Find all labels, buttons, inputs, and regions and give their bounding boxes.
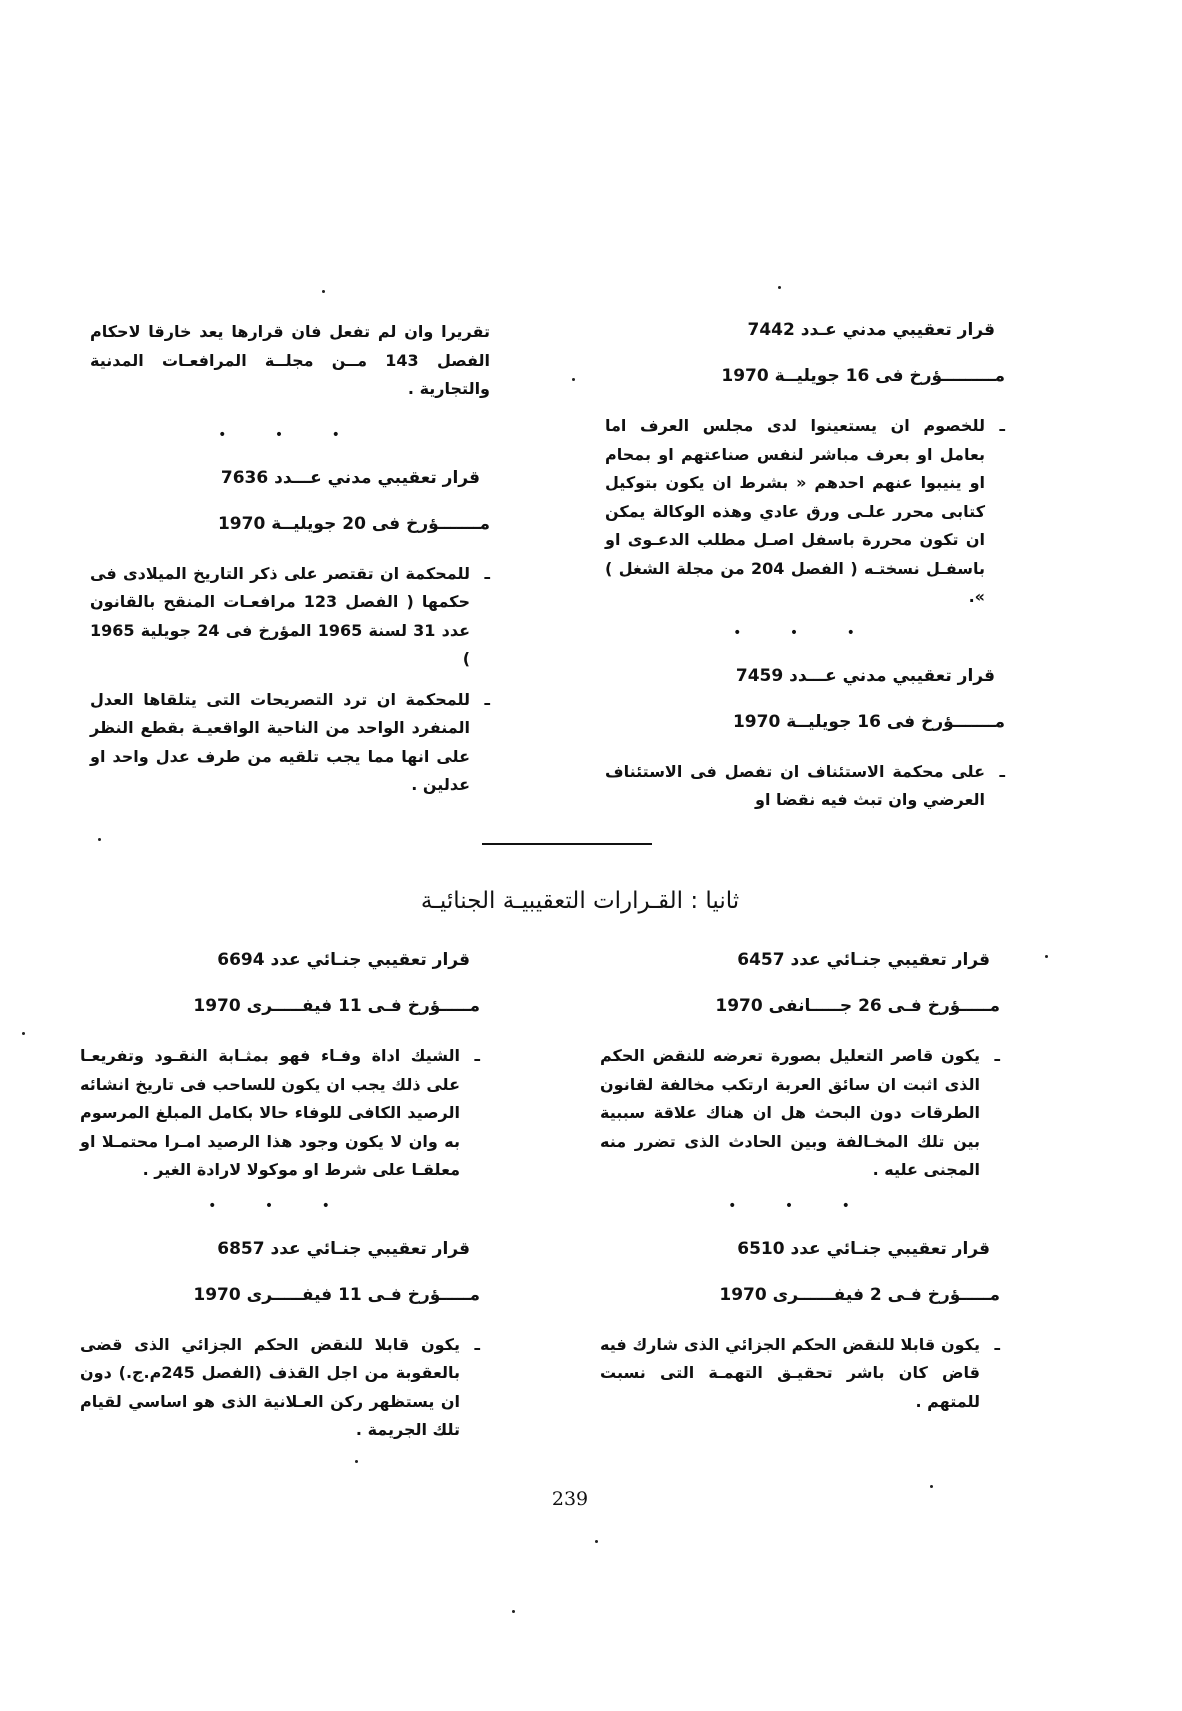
page-number: 239 [551,1488,589,1510]
ruling-text: للمحكمة ان تقتصر على ذكر التاريخ الميلادى فى حكمها ( الفصل 123 مرافعـات المنقح بالقانون عدد 31 لسنة 1965 المؤرخ فى 24 جويلية 1965 ) [90,563,471,668]
left-top-column [90,318,490,812]
bullet-dash: ـ [474,1046,480,1065]
ruling-text: للمحكمة ان ترد التصريحات التى يتلقاها العدل المنفرد الواحد من الناحية الواقعيـة بقطع النظر على انها مما يجب تلقيه من طرف عدل واحد او عدلين . [90,689,470,794]
decision-date-6510: مـــــؤرخ فـى 2 فيفــــــرى 1970 [719,1284,1000,1305]
decision-date-7636: مـــــــؤرخ فى 20 جويليــة 1970 [217,513,490,534]
ruling-paragraph-7636-b [90,686,490,800]
scan-speck [512,1610,515,1613]
decision-header-6857: قرار تعقيبي جنـائي عدد 6857 [217,1238,470,1259]
scan-speck [322,290,325,293]
section-separator: • • • [733,624,877,641]
horizontal-divider [482,843,652,845]
section-title: ثانيا : القـرارات التعقيبيـة الجنائيـة [420,888,740,914]
section-separator: • • • [218,426,362,443]
decision-date-7459: مـــــــؤرخ فى 16 جويليــة 1970 [732,711,1005,732]
bullet-dash: ـ [994,1334,1000,1354]
ruling-continuation-7459: تقريرا وان لم تفعل فان قرارها يعد خارقا لاحكام الفصل 143 مــن مجلــة المرافعـات المدنية والتجارية . [90,322,490,398]
scan-speck [98,838,101,841]
decision-header-7459: قرار تعقيبي مدني عـــدد 7459 [735,665,995,686]
decision-date-6457: مـــــؤرخ فـى 26 جـــــانفى 1970 [715,996,1000,1016]
ruling-paragraph-7442 [605,412,1005,612]
ruling-text: الشيك اداة وفـاء فهو بمثـابة النقـود وتفريعـا على ذلك يجب ان يكون للساحب فى تاريخ انشائه الرصيد الكافى للوفاء حالا بكامل المبلغ المرسوم به وان لا يكون وجود هذا الرصيد امـرا محتمـلا او معلقـا على شرط او موكولا لارادة الغير . [80,1046,460,1179]
decision-date-6857: مـــــؤرخ فـى 11 فيفـــــرى 1970 [193,1284,480,1305]
section-separator: • • • [208,1197,352,1214]
section-separator: • • • [728,1197,872,1214]
decision-date-7442: مـــــــــؤرخ فى 16 جويليــة 1970 [721,366,1005,386]
ruling-text: على محكمة الاستئناف ان تفصل فى الاستئناف العرضي وان تبث فيه نقضا او [605,761,985,809]
scan-speck [572,378,575,381]
ruling-paragraph-7636-a [90,560,490,674]
ruling-paragraph-6457 [600,1042,1000,1185]
scan-speck [595,1540,598,1543]
decision-header-6694: قرار تعقيبي جنـائي عدد 6694 [217,950,470,970]
ruling-paragraph-6857 [80,1331,480,1445]
decision-header-6457: قرار تعقيبي جنـائي عدد 6457 [737,950,990,970]
scan-speck [1045,955,1048,958]
scan-speck [355,1460,358,1463]
bullet-dash: ـ [999,761,1005,781]
left-bottom-column [80,948,480,1457]
decision-header-6510: قرار تعقيبي جنـائي عدد 6510 [737,1238,990,1259]
scan-speck [778,286,781,289]
bullet-dash: ـ [484,689,490,709]
decision-date-6694: مـــــؤرخ فـى 11 فيفـــــرى 1970 [193,996,480,1016]
scan-speck [930,1485,933,1488]
decision-header-7442: قرار تعقيبي مدني عـدد 7442 [747,320,995,340]
bullet-dash: ـ [994,1046,1000,1065]
ruling-text: للخصوم ان يستعينوا لدى مجلس العرف اما بعامل او بعرف مباشر لنفس صناعتهم او بمحام او ينيبوا عنهم احدهم « بشرط ان يكون بتوكيل كتابى محرر علـى ورق عادي وهذه الوكالة يمكن ان تكون محررة باسفل اصـل مطلب الدعـوى او باسفـل نسختـه ( الفصل 204 من مجلة الشغل ) ». [605,416,985,606]
scan-speck [22,1032,25,1035]
right-top-column [605,318,1005,827]
ruling-paragraph-7459 [605,758,1005,815]
right-bottom-column [600,948,1000,1428]
ruling-paragraph-6694 [80,1042,480,1185]
bullet-dash: ـ [999,416,1005,435]
ruling-text: يكون قاصر التعليل بصورة تعرضه للنقض الحكم الذى اثبت ان سائق العربة ارتكب مخالفة لقانون الطرقات دون البحث هل ان هناك علاقة سببية بين تلك المخـالفة وبين الحادث الذى تضرر منه المجنى عليه . [600,1046,980,1179]
bullet-dash: ـ [484,563,490,583]
bullet-dash: ـ [474,1334,480,1354]
ruling-text: يكون قابلا للنقض الحكم الجزائي الذى قضى بالعقوبة من اجل القذف (الفصل 245م.ج.) دون ان يستظهر ركن العـلانية الذى هو اساسي لقيام تلك الجريمة . [80,1334,461,1439]
ruling-paragraph-6510 [600,1331,1000,1417]
ruling-text: يكون قابلا للنقض الحكم الجزائي الذى شارك فيه قاض كان باشر تحقيـق التهمـة التى نسبت للمتهم . [600,1334,980,1411]
decision-header-7636: قرار تعقيبي مدني عـــدد 7636 [220,467,480,488]
